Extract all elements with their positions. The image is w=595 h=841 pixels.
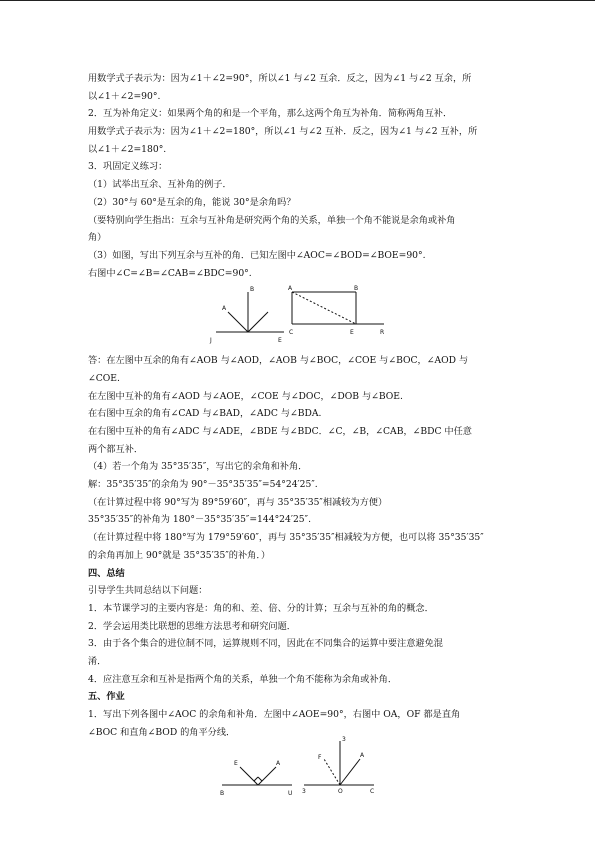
- label-a: A: [276, 760, 281, 768]
- label-e: E: [350, 329, 354, 337]
- summary-line: 引导学生共同总结以下问题：: [88, 585, 208, 597]
- text-block-answers: [88, 352, 512, 564]
- definition-line: 2．互为补角定义：如果两个角的和是一个平角，那么这两个角互为补角．简称两角互补．: [88, 108, 453, 120]
- homework-left-figure: [218, 745, 298, 801]
- definition-line: 角）: [88, 232, 107, 244]
- definition-line: 右图中∠C=∠B=∠CAB=∠BDC=90°.: [88, 267, 252, 279]
- ray-oa: [228, 312, 248, 332]
- ray-oa: [340, 759, 360, 785]
- answer-line: 35°35′35″的补角为 180°－35°35′35″=144°24′25″.: [88, 514, 312, 526]
- answer-line: 的余角再加上 90°就是 35°35′35″的补角．）: [88, 549, 271, 561]
- definition-line: （要特别向学生指出：互余与互补角是研究两个角的关系，单独一个角不能说是余角或补角: [88, 214, 456, 226]
- section-5-title: 五、作业: [88, 691, 125, 703]
- summary-line: 淆．: [88, 655, 107, 667]
- label-r: R: [380, 329, 385, 337]
- answer-line: （在计算过程中将 180°写为 179°59′60″，再与 35°35′35″相减较为方便，也可以将 35°35′35″: [88, 532, 484, 544]
- page-top-border: [0, 0, 595, 1]
- answer-line: （在计算过程中将 90°写为 89°59′60″，再与 35°35′35″相减较为方便）: [88, 496, 388, 508]
- label-c: C: [370, 788, 375, 796]
- label-b: B: [250, 286, 255, 294]
- right-rectangle-figure: [288, 282, 398, 352]
- definition-line: （1）试举出互余、互补角的例子．: [88, 179, 232, 191]
- ray-oe: [248, 312, 268, 332]
- definition-line: 以∠1＋∠2=90°.: [88, 90, 161, 102]
- answer-line: ∠COE.: [88, 372, 120, 384]
- text-block-summary: [88, 582, 512, 688]
- definition-line: （2）30°与 60°是互余的角，能说 30°是余角吗？: [88, 196, 296, 208]
- summary-line: 4．应注意互余和互补是指两个角的关系，单独一个角不能称为余角或补角．: [88, 673, 398, 685]
- label-c: C: [289, 329, 294, 337]
- answer-line: （4）若一个角为 35°35′35″，写出它的余角和补角．: [88, 461, 308, 473]
- label-f: F: [318, 754, 322, 762]
- ray-oe: [240, 767, 258, 785]
- left-angle-figure: [208, 282, 288, 352]
- summary-line: 3．由于各个集合的进位制不同，运算规则不同，因此在不同集合的运算中要注意避免混: [88, 638, 443, 650]
- label-b-top: 3: [342, 736, 346, 744]
- homework-line: 1．写出下列各图中∠AOC 的余角和补角．左图中∠AOE=90°，右图中 OA，OF 都是直角: [88, 709, 461, 720]
- answer-line: 在右图中互补的角有∠ADC 与∠ADE，∠BDE 与∠BDC．∠C，∠B，∠CAB，∠BDC 中任意: [88, 426, 472, 437]
- answer-line: 答：在左图中互余的角有∠AOB 与∠AOD，∠AOB 与∠BOC，∠COE 与∠BOC，∠AOD 与: [88, 355, 469, 367]
- text-block-definitions: [88, 70, 512, 282]
- document-page: [88, 70, 512, 797]
- figure-row-1: [88, 282, 512, 352]
- label-b: B: [354, 285, 359, 293]
- definition-line: 用数学式子表示为：因为∠1＋∠2=180°，所以∠1 与∠2 互补．反之，因为∠1 与∠2 互补，所: [88, 126, 478, 138]
- homework-line: ∠BOC 和直角∠BOD 的角平分线．: [88, 726, 236, 738]
- answer-line: 解：35°35′35″的余角为 90°－35°35′35″=54°24′25″.: [88, 479, 318, 491]
- label-e: E: [234, 760, 238, 768]
- summary-line: 1．本节课学习的主要内容是：角的和、差、倍、分的计算；互余与互补的角的概念．: [88, 602, 434, 614]
- label-a: A: [288, 285, 293, 293]
- label-a: A: [222, 305, 227, 313]
- answer-line: 在右图中互余的角有∠CAD 与∠BAD，∠ADC 与∠BDA.: [88, 408, 322, 420]
- definition-line: 以∠1＋∠2=180°.: [88, 143, 167, 155]
- label-u: U: [288, 790, 293, 798]
- label-e: E: [278, 337, 282, 345]
- right-angle-mark-1: [254, 777, 258, 781]
- definition-line: 3．巩固定义练习：: [88, 161, 168, 173]
- ray-oa: [258, 767, 276, 785]
- summary-line: 2．学会运用类比联想的思维方法思考和研究问题．: [88, 620, 296, 632]
- definition-line: （3）如图，写出下列互余与互补的角．已知左图中∠AOC=∠BOD=∠BOE=90°.: [88, 249, 426, 261]
- label-b: B: [220, 790, 225, 798]
- homework-right-figure: [300, 735, 380, 796]
- label-j: J: [210, 337, 212, 345]
- figure-row-2: [88, 736, 512, 798]
- answer-line: 在左图中互补的角有∠AOD 与∠AOE，∠COE 与∠DOC，∠DOB 与∠BOE.: [88, 390, 403, 402]
- ray-of: [324, 759, 340, 785]
- answer-line: 两个都互补．: [88, 443, 144, 455]
- definition-line: 用数学式子表示为：因为∠1＋∠2=90°，所以∠1 与∠2 互余．反之，因为∠1 与∠2 互余，所: [88, 73, 472, 84]
- right-angle-mark-2: [258, 777, 262, 781]
- section-4-title: 四、总结: [88, 567, 125, 579]
- diagonal-ad: [292, 292, 356, 324]
- label-o: O: [338, 788, 343, 796]
- label-a: A: [360, 752, 365, 760]
- label-b-bottom: 3: [302, 788, 306, 796]
